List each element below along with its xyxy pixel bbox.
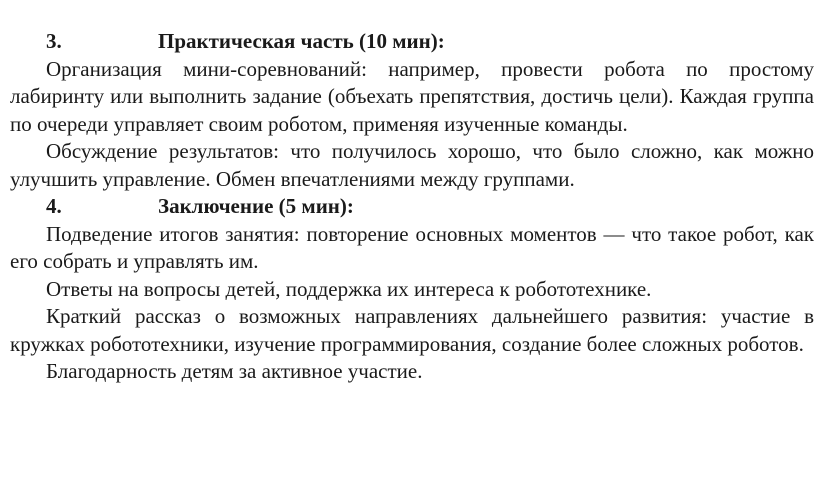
paragraph-discussion: Обсуждение результатов: что получилось хорошо, что было сложно, как можно улучшить управление. Обмен впечатлениями между группами. bbox=[10, 139, 814, 191]
paragraph-directions: Краткий рассказ о возможных направлениях дальнейшего развития: участие в кружках робототехники, изучение программирования, создание более сложных роботов. bbox=[10, 304, 814, 356]
paragraph-competition: Организация мини-соревнований: например, провести робота по простому лабиринту или выполнить задание (объехать препятствия, достичь цели). Каждая группа по очереди управляет своим роботом, применяя изученные команды. bbox=[10, 56, 814, 136]
paragraph-questions: Ответы на вопросы детей, поддержка их интереса к робототехнике. bbox=[46, 276, 652, 301]
paragraph-thanks: Благодарность детям за активное участие. bbox=[46, 359, 423, 383]
document-page bbox=[10, 28, 814, 386]
section-heading-practical bbox=[10, 28, 814, 56]
section-number: 4. bbox=[46, 194, 62, 218]
paragraph-summary: Подведение итогов занятия: повторение основных моментов — что такое робот, как его собрать и управлять им. bbox=[10, 221, 814, 273]
section-title: Практическая часть (10 мин): bbox=[158, 29, 445, 53]
section-title: Заключение (5 мин): bbox=[158, 194, 354, 218]
section-number: 3. bbox=[46, 29, 62, 53]
section-heading-conclusion bbox=[10, 193, 814, 221]
